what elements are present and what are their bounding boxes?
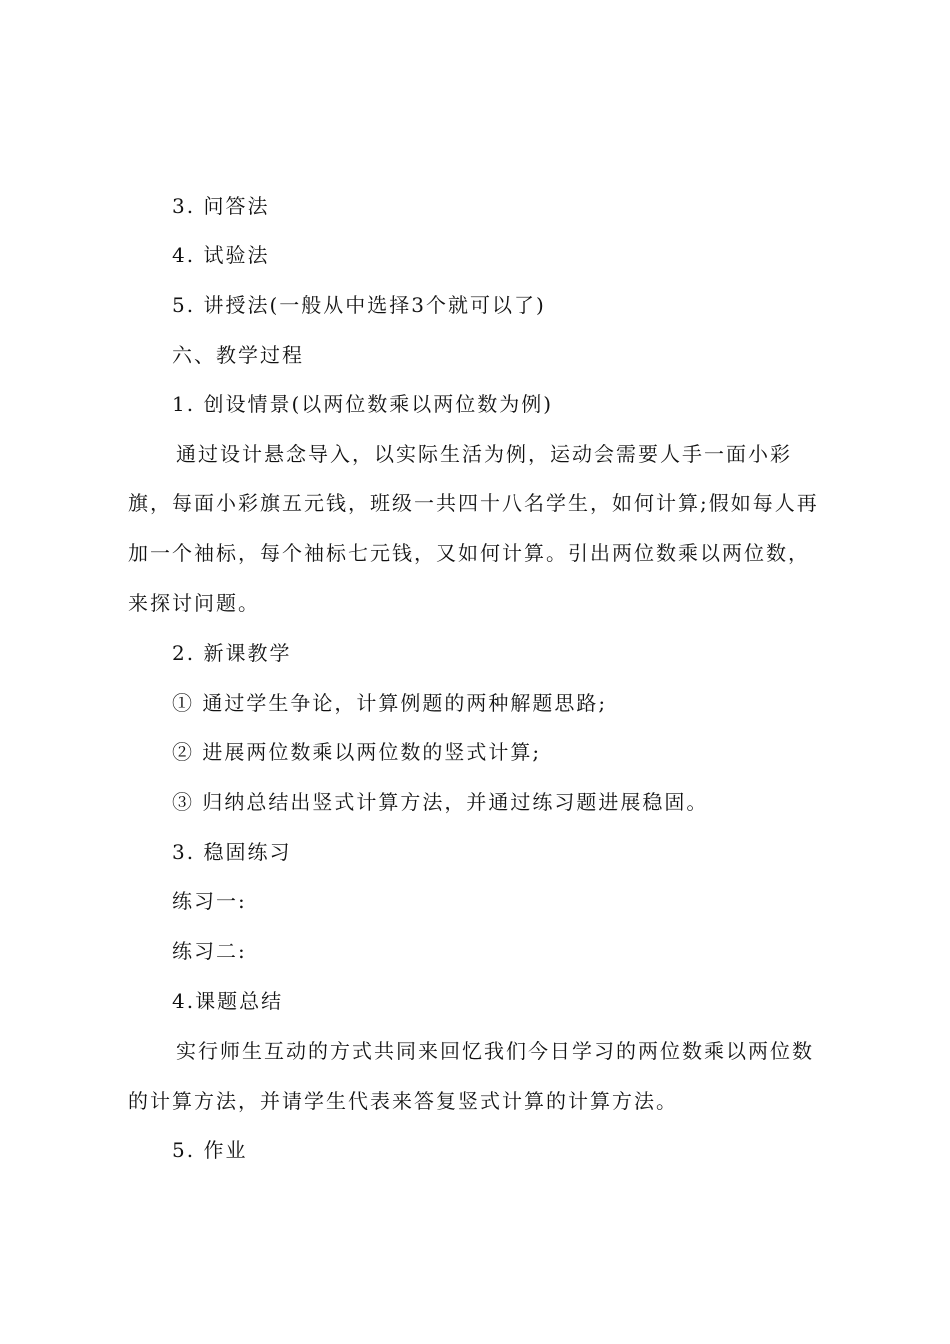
paragraph-line: 实行师生互动的方式共同来回忆我们今日学习的两位数乘以两位数: [176, 1039, 814, 1063]
list-item-method-4: 4. 试验法: [172, 243, 270, 267]
step-heading-1: 1. 创设情景(以两位数乘以两位数为例): [172, 392, 554, 416]
step-heading-2: 2. 新课教学: [172, 641, 292, 665]
paragraph-line: 加一个袖标，每个袖标七元钱，又如何计算。引出两位数乘以两位数，: [128, 541, 810, 565]
list-item-method-5: 5. 讲授法(一般从中选择3个就可以了): [172, 293, 546, 317]
list-item-circled-1: ① 通过学生争论，计算例题的两种解题思路;: [172, 691, 608, 715]
exercise-1-label: 练习一:: [172, 889, 247, 913]
step-heading-3: 3. 稳固练习: [172, 840, 292, 864]
exercise-2-label: 练习二:: [172, 939, 247, 963]
paragraph-line: 旗，每面小彩旗五元钱，班级一共四十八名学生，如何计算;假如每人再: [128, 491, 819, 515]
list-item-circled-3: ③ 归纳总结出竖式计算方法，并通过练习题进展稳固。: [172, 790, 709, 814]
section-heading-teaching-process: 六、教学过程: [172, 343, 304, 367]
list-item-circled-2: ② 进展两位数乘以两位数的竖式计算;: [172, 740, 542, 764]
paragraph-line: 通过设计悬念导入，以实际生活为例，运动会需要人手一面小彩: [176, 442, 792, 466]
list-item-method-3: 3. 问答法: [172, 194, 270, 218]
paragraph-line: 的计算方法，并请学生代表来答复竖式计算的计算方法。: [128, 1089, 678, 1113]
paragraph-line: 来探讨问题。: [128, 591, 260, 615]
step-heading-4: 4.课题总结: [172, 989, 284, 1013]
step-heading-5: 5. 作业: [172, 1138, 248, 1162]
